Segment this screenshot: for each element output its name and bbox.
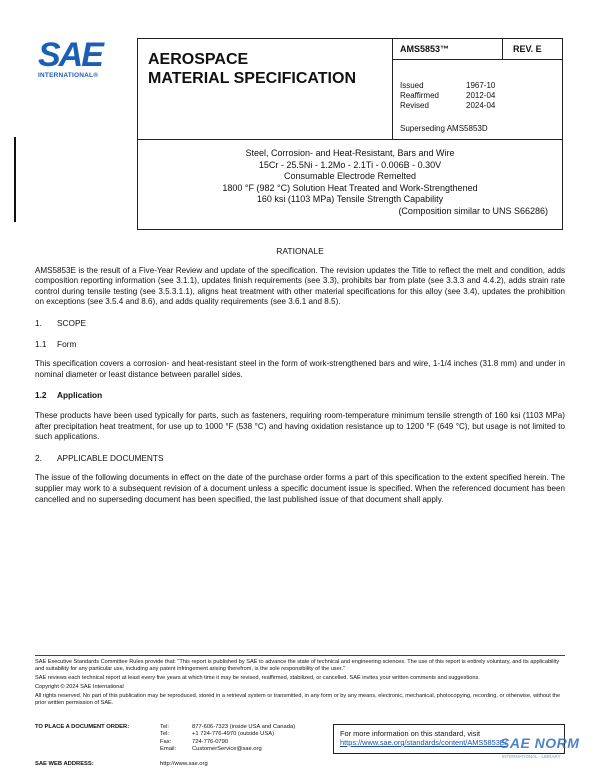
- section-form: 1.1 Form: [35, 338, 77, 349]
- title-line: 15Cr - 25.5Ni - 1.2Mo - 2.1Ti - 0.006B - 0.30V: [258, 159, 442, 170]
- spec-type-title: AEROSPACE MATERIAL SPECIFICATION: [148, 51, 356, 87]
- web-link[interactable]: http://www.sae.org: [160, 761, 208, 767]
- email-link[interactable]: CustomerService@sae.org: [192, 746, 262, 753]
- revision-label: REV. E: [513, 44, 542, 54]
- title-line: 1800 °F (982 °C) Solution Heat Treated and Work-Strengthened: [222, 182, 478, 193]
- rationale-text: AMS5853E is the result of a Five-Year Review and update of the specification. The revision updates the Title to reflect the melt and condition, adds composition reporting information (see 3.1.1), updates finish requirements (see 3.3), prohibits bar from plate (see 3.3.3 and 4.4.2), adds strain rate control during tensile testing (see 3.5.3.1.1), aligns heat treatment with other material specifications for this alloy (see 3.4), updates the prohibition on exceptions (see 3.5.4 and 8.6), and adds quality requirements (see 3.6.1 and 8.5).: [35, 265, 565, 307]
- reaffirmed-date: 2012-04: [466, 91, 496, 100]
- logo-mark: SAE: [38, 36, 102, 74]
- committee-rules: SAE Executive Standards Committee Rules provide that: "This report is published by SAE to advance the state of technical and engineering sciences. The use of this report is entirely voluntary, and its applicability and suitability for any particular use, including any patent infringement arising therefrom, is the sole responsibility of the user.": [35, 659, 560, 672]
- title-line: Consumable Electrode Remelted: [283, 171, 417, 181]
- watermark: SAE NORM: [500, 735, 580, 751]
- phone-us: 877-606-7323 (inside USA and Canada): [192, 724, 296, 730]
- document-body: [35, 246, 565, 515]
- section-scope: 1. SCOPE: [35, 317, 87, 328]
- more-info-text: For more information on this standard, visit: [340, 729, 481, 738]
- rationale-heading: RATIONALE: [276, 246, 324, 256]
- web-address: SAE WEB ADDRESS: http://www.sae.org: [35, 761, 208, 767]
- rights-notice: All rights reserved. No part of this publication may be reproduced, stored in a retrieval system or transmitted, in any form or by any means, electronic, mechanical, photocopying, recording, or otherwise, without the prior written permission of SAE.: [35, 693, 561, 706]
- change-bar: [14, 137, 16, 222]
- material-title-block: [137, 140, 563, 230]
- header-box: [137, 38, 563, 140]
- superseding-note: Superseding AMS5853D: [400, 124, 488, 133]
- phone-intl: +1 724-776-4970 (outside USA): [192, 731, 275, 738]
- section-application: 1.2 Application: [35, 390, 103, 401]
- review-notice: SAE reviews each technical report at least every five years at which time it may be revised, reaffirmed, stabilized, or cancelled. SAE invites your written comments and suggestions.: [35, 675, 480, 681]
- standard-url-link[interactable]: https://www.sae.org/standards/content/AMS5853E/: [340, 738, 507, 747]
- fax: 724-776-0790: [192, 738, 229, 745]
- copyright: Copyright © 2024 SAE International: [35, 684, 124, 690]
- revised-date: 2024-04: [466, 101, 496, 110]
- footer-notices: [35, 655, 565, 709]
- order-contact: TO PLACE A DOCUMENT ORDER: Tel: 877-606-7323 (inside USA and Canada) Tel: +1 724-776-4970 (outside USA) Fax: 724-776-0790 Email: CustomerService@sae.org: [35, 724, 296, 753]
- section-applicable-documents: 2. APPLICABLE DOCUMENTS: [35, 452, 164, 463]
- title-line: 160 ksi (1103 MPa) Tensile Strength Capability: [256, 194, 444, 204]
- title-line: (Composition similar to UNS S66286): [398, 205, 548, 216]
- title-line: Steel, Corrosion- and Heat-Resistant, Bars and Wire: [245, 148, 455, 158]
- watermark-subtitle: INTERNATIONAL · LIBRARY: [502, 754, 561, 759]
- application-text: These products have been used typically for parts, such as fasteners, requiring room-temperature minimum tensile strength of 160 ksi (1103 MPa) after precipitation heat treatment, for use up to 1000 °F (538 °C) and having oxidation resistance up to 1200 °F (649 °C), but usage is not limited to such applications.: [35, 410, 565, 442]
- sae-logo: [38, 36, 120, 79]
- logo-subtitle: INTERNATIONAL®: [38, 72, 99, 79]
- document-dates: Issued 1967-10 Reaffirmed 2012-04 Revised 2024-04: [400, 81, 496, 110]
- applicable-documents-text: The issue of the following documents in effect on the date of the purchase order forms a part of this specification to the extent specified herein. The supplier may work to a subsequent revision of a document unless a specific document issue is specified. When the referenced document has been cancelled and no superseding document has been specified, the last published issue of that document shall apply.: [35, 473, 565, 504]
- form-text: This specification covers a corrosion- and heat-resistant steel in the form of work-strengthened bars and wire, 1-1/4 inches (31.8 mm) and under in nominal diameter or least distance between parallel sides.: [35, 359, 565, 379]
- document-number: AMS5853™: [400, 44, 450, 54]
- issued-date: 1967-10: [466, 81, 496, 90]
